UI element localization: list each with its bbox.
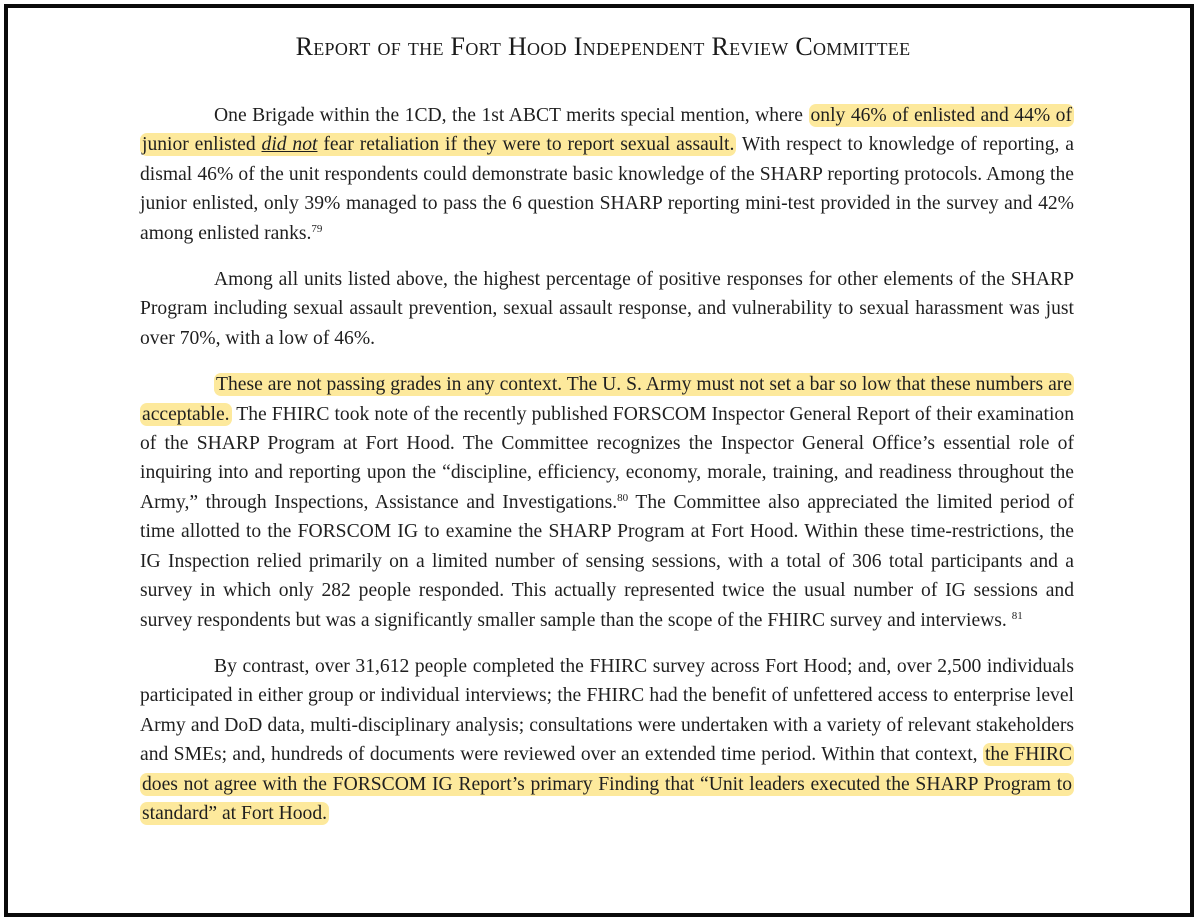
paragraph-passing-grades xyxy=(140,370,1074,635)
footnote-ref: 81 xyxy=(1011,609,1023,622)
footnote-ref: 79 xyxy=(311,222,323,235)
paragraph-text: The FHIRC took note of the recently published FORSCOM Inspector General Report of their examination of the SHARP Program at Fort Hood. The Committee recognizes the Inspector General Office’s essential role of inquiring into and reporting upon the “discipline, efficiency, economy, morale, training, and readiness throughout the Army,” through Inspections, Assistance and Investigations. xyxy=(140,403,1074,513)
paragraph-text: One Brigade within the 1CD, the 1st ABCT merits special mention, where xyxy=(214,105,809,126)
paragraph-text: The Committee also appreciated the limited period of time allotted to the FORSCOM IG to examine the SHARP Program at Fort Hood. Within these time-restrictions, the IG Inspection relied primarily on a limited number of sensing sessions, with a total of 306 total participants and a survey in which only 282 people responded. This actually represented twice the usual number of IG sessions and survey respondents but was a significantly smaller sample than the scope of the FHIRC survey and interviews. xyxy=(140,491,1074,631)
highlighted-text-part: fear retaliation if they were to report sexual assault. xyxy=(317,134,735,156)
paragraph-by-contrast xyxy=(140,652,1074,828)
highlighted-text: These are not passing grades in any context. The U. S. Army must not set a bar so low that these numbers are acceptable. xyxy=(142,374,1072,425)
paragraph-text: With respect to knowledge of reporting, a dismal 46% of the unit respondents could demonstrate basic knowledge of the SHARP reporting protocols. Among the junior enlisted, only 39% managed to pass the 6 question SHARP reporting mini-test provided in the survey and 42% among enlisted ranks. xyxy=(140,134,1074,244)
emphasized-text: did not xyxy=(261,134,318,156)
highlighted-text: the FHIRC does not agree with the FORSCOM IG Report’s primary Finding that “Unit leaders executed the SHARP Program to standard” at Fort Hood. xyxy=(142,744,1073,824)
paragraph-text: By contrast, over 31,612 people completed the FHIRC survey across Fort Hood; and, over 2,500 individuals participated in either group or individual interviews; the FHIRC had the benefit of unfettered access to enterprise level Army and DoD data, multi-disciplinary analysis; consultations were undertaken with a variety of relevant stakeholders and SMEs; and, hundreds of documents were reviewed over an extended time period. Within that context, xyxy=(140,655,1074,766)
page-title: Report of the Fort Hood Independent Review Committee xyxy=(295,32,911,61)
paragraph-units-listed xyxy=(140,265,1074,353)
footnote-ref: 80 xyxy=(617,491,629,504)
highlighted-text-part: only 46% of enlisted and 44% of junior enlisted xyxy=(142,105,1073,156)
paragraph-1st-abct xyxy=(140,101,1074,248)
page-frame xyxy=(4,4,1194,917)
document-body xyxy=(140,101,1074,845)
paragraph-text: Among all units listed above, the highest percentage of positive responses for other elements of the SHARP Program including sexual assault prevention, sexual assault response, and vulnerability to sexual harassment was just over 70%, with a low of 46%. xyxy=(140,269,1074,349)
